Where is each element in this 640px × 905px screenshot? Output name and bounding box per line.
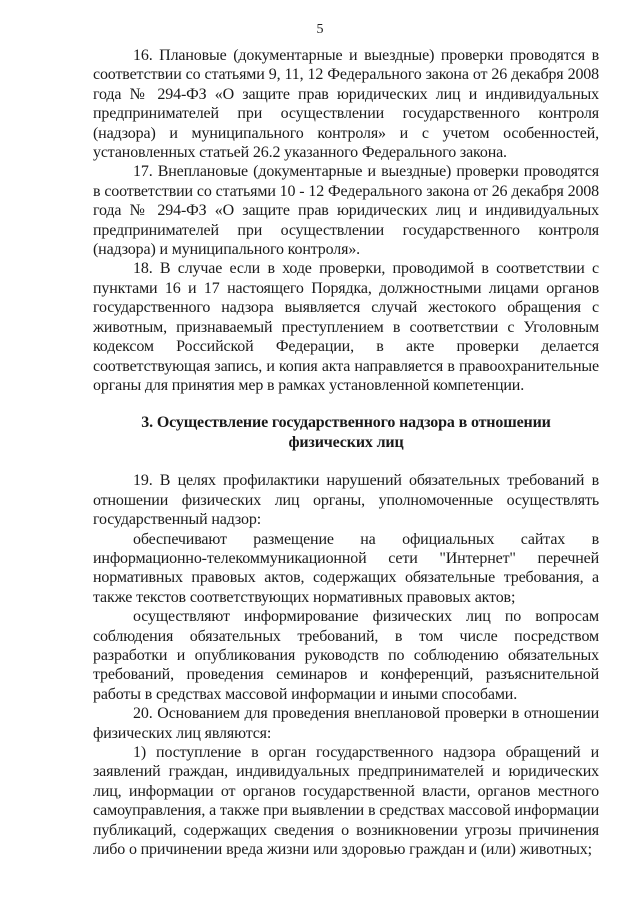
page-number: 5: [316, 22, 324, 37]
paragraph-18: 18. В случае если в ходе проверки, проводимой в соответствии с пунктами 16 и 17 настоящего Порядка, должностными лицами органов государственного надзора выявляется случай жестокого обращения с животным, признаваемый преступлением в соответствии с Уголовным кодексом Российской Федерации, в акте проверки делается соответствующая запись, и копия акта направляется в правоохранительные органы для принятия мер в рамках установленной компетенции.: [93, 260, 599, 394]
paragraph-20-item-1: 1) поступление в орган государственного надзора обращений и заявлений граждан, индивидуальных предпринимателей и юридических лиц, информации от органов государственной власти, органов местного самоуправления, а также при выявлении в средствах массовой информации публикаций, содержащих сведения о возникновении угрозы причинения либо о причинении вреда жизни или здоровью граждан и (или) животных;: [93, 744, 599, 859]
paragraph-16: 16. Плановые (документарные и выездные) проверки проводятся в соответствии со статьями 9, 11, 12 Федерального закона от 26 декабря 2008 года № 294-ФЗ «О защите прав юридических лиц и индивидуальных предпринимателей при осуществлении государственного контроля (надзора) и муниципального контроля» и с учетом особенностей, установленных статьей 26.2 указанного Федерального закона.: [93, 47, 599, 162]
paragraph-19-item-2: осуществляют информирование физических лиц по вопросам соблюдения обязательных требований, в том числе посредством разработки и опубликования руководств по соблюдению обязательных требований, проведения семинаров и конференций, разъяснительной работы в средствах массовой информации и иными способами.: [93, 608, 599, 703]
paragraph-17: 17. Внеплановые (документарные и выездные) проверки проводятся в соответствии со статьями 10 - 12 Федерального закона от 26 декабря 2008 года № 294-ФЗ «О защите прав юридических лиц и индивидуальных предпринимателей при осуществлении государственного контроля (надзора) и муниципального контроля».: [93, 163, 599, 259]
paragraph-19: 19. В целях профилактики нарушений обязательных требований в отношении физических лиц органы, уполномоченные осуществлять государственный надзор:: [93, 472, 599, 529]
document-body: [93, 46, 599, 859]
paragraph-20: 20. Основанием для проведения внеплановой проверки в отношении физических лиц являются:: [93, 705, 599, 742]
section-heading: 3. Осуществление государственного надзора в отношении физических лиц: [141, 414, 551, 452]
paragraph-19-item-1: обеспечивают размещение на официальных сайтах в информационно-телекоммуникационной сети "Интернет" перечней нормативных правовых актов, содержащих обязательные требования, а также текстов соответствующих нормативных правовых актов;: [93, 530, 599, 606]
